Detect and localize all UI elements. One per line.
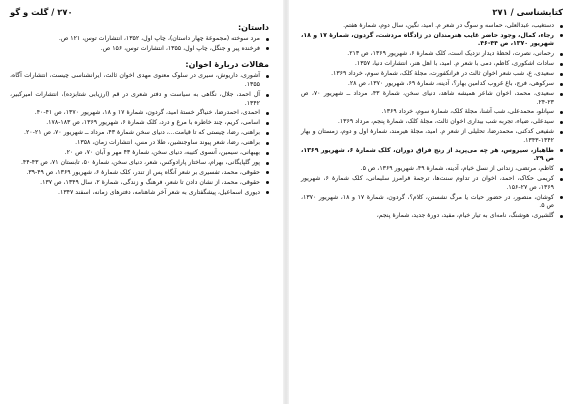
section-title-stories: داستان: (237, 23, 269, 32)
right-page-header: کتابشناسی / ۲۷۱ (492, 7, 563, 17)
list-item: سعیدی، ع، شب شعر اخوان ثالث در فرانکفورت، مجلهٔ کلک، شمارهٔ سوم، خرداد ۱۳۶۹. (301, 70, 563, 79)
bullet-icon (266, 171, 269, 174)
list-item: براهنی، رضا، شعر پیوند ساوجنشین، طلا در مس، انتشارات زمان، ۱۳۵۸. (10, 139, 269, 148)
bullet-icon (560, 83, 563, 86)
list-item: آل احمد، جلال، نگاهی به سیاست و دفتر شعری در قم (ارزیابی شتابزده)، انتشارات امیرکبیر، ۱۳۴۲. (10, 91, 269, 108)
list-item: براهنی، رضا، چیستی که تا قیامت...، دنیای سخن شمارهٔ ۴۳، مرداد ــ شهریور ۷۰، ص ۲۱-۲۰. (10, 129, 269, 138)
left-page (0, 0, 283, 404)
list-item: آشوری، داریوش، سیری در سلوک معنوی مهدی اخوان ثالث، ایرانشناسی چیست، انتشارات آگاه، ۱۳۵۵. (10, 72, 269, 89)
bullet-icon (266, 181, 269, 184)
list-item: سعیدی، محمد، اخوان شاعر همیشه شاهد، دنیای سخن، شمارهٔ ۴۳، مرداد ــ شهریور ۷۰، ص ۲۳-۲۴. (301, 90, 563, 107)
list-item: دیوری اسماعیل، پیشگفتاری به شعر آخر شاهنامه، دفترهای زمانه، اسفند ۱۳۴۷. (10, 189, 269, 198)
list-item: رجاء، کمال، وجود حاضر غایب هنرمندان در زادگاه مردشت، گردون، شمارهٔ ۱۷ و ۱۸، شهریور ۱۳۷۰، ص ۴۴-۴۶. (301, 32, 563, 49)
list-item: طاهباز، سیروس، هر چه می‌پرید از رنج فراق دوران، کلک شمارهٔ ۶، شهریور ۱۳۶۹، ص ۲۹. (301, 147, 563, 164)
list-item: بهبهانی، سیمین، آنسوی کتیبه، دنیای سخن، شمارهٔ ۴۳ مهر و آبان ۷۰، ص ۲۰. (10, 149, 269, 158)
list-item: رحمانی، نصرت، لحظهٔ دیدار نزدیک است، کلک شمارهٔ ۶، شهریور ۱۳۶۹، ص ۲۱۳. (301, 50, 563, 59)
bullet-icon (266, 47, 269, 50)
bullet-icon (266, 75, 269, 78)
bullet-icon (560, 131, 563, 134)
list-item: شفیعی کدکنی، محمدرضا، تحلیلی از شعر م. امید، مجلهٔ هیرمند، شمارهٔ اول و دوم، زمستان و بهار ۱۳۴۲-۱۳۴۳. (301, 128, 563, 145)
list-item: کریمی حکاک، احمد، اخوان در تداوم سنت‌ها، ترجمهٔ فرامرز سلیمانی، کلک شمارهٔ ۶، شهریور ۱۳۶۹، ص ۲۷-۱۵۶. (301, 175, 563, 192)
list-item: دستغیب، عبدالعلی، حماسه و سوگ در شعر م. امید، نگین، سال دوم، شمارهٔ هفتم. (301, 22, 563, 31)
stories-list (10, 35, 269, 53)
bullet-icon (560, 63, 563, 66)
list-item: کوشان، منصور، در حضور حیات یا مرگ نشستن، کلام؟، گردون، شمارهٔ ۱۷ و ۱۸، شهریور ۱۳۷۰، ص ۵. (301, 194, 563, 211)
bullet-icon (266, 112, 269, 115)
bullet-icon (560, 34, 563, 37)
list-item: احمدی، احمدرضا، خنیاگر خستهٔ امید، گردون، شمارهٔ ۱۷ و ۱۸، شهریور ۱۳۷۰، ص ۴۱-۴۰. (10, 109, 269, 118)
right-page (289, 0, 571, 404)
list-item: گلشیری، هوشنگ، نامه‌ای به تیار خیام، مفید، دورهٔ جدید، شمارهٔ پنجم، (301, 212, 563, 221)
bullet-icon (560, 111, 563, 114)
bullet-icon (560, 53, 563, 56)
bullet-icon (266, 38, 269, 41)
list-item: کاظم، مرتضی، زندانی از نسل خیام، آدینه، شمارهٔ ۴۹، شهریور ۱۳۶۹، ص ۵. (301, 165, 563, 174)
section-title-articles: مقالات دربارهٔ اخوان: (185, 60, 269, 70)
bullet-icon (560, 168, 563, 171)
list-item: مرد سوخته (مجموعهٔ چهار داستان)، چاپ اول، ۱۳۵۲، انتشارات توس، ۱۲۱ ص. (10, 35, 269, 44)
bullet-icon (266, 132, 269, 135)
bullet-icon (560, 73, 563, 76)
bullet-icon (560, 196, 563, 199)
list-item: سادات اشکوری، کاظم، دمی با شعر م. امید، با اهل هنر، انتشارات دنیا، ۱۳۵۷. (301, 60, 563, 69)
bibliography-list (301, 22, 563, 221)
left-page-header: ۲۷۰ / گلت و گو (10, 7, 73, 17)
list-item: پور گلپایگانی، بهرام، ساختار پارادوکس، شعر، دنیای سخن، شمارهٔ ۵۰، تابستان ۷۱، ص ۴۳-۴۴. (10, 159, 269, 168)
bullet-icon (560, 121, 563, 124)
bullet-icon (560, 149, 563, 152)
articles-list (10, 72, 269, 197)
bullet-icon (560, 215, 563, 218)
bullet-icon (266, 152, 269, 155)
bullet-icon (266, 142, 269, 145)
bullet-icon (266, 94, 269, 97)
bullet-icon (266, 122, 269, 125)
bullet-icon (560, 93, 563, 96)
list-item: حقوقی، محمد، تفسیری بر شعر آنگاه پس از تندر، کلک شمارهٔ ۶، شهریور ۱۳۶۹، ص ۴۹-۳۹. (10, 169, 269, 178)
list-item: اسامی، کریم، چند خاطره با مرغ و درد، کلک شمارهٔ ۶، شهریور ۱۳۶۹، ص ۱۸۳-۱۷۸. (10, 119, 269, 128)
bullet-icon (560, 25, 563, 28)
bullet-icon (266, 162, 269, 165)
list-item: حقوقی، محمد، از نشان دادن تا شعر، فرهنگ و زندگی، شمارهٔ ۲، سال ۱۳۴۹، ص ۱۳۷. (10, 179, 269, 188)
list-item: سرکوهی، فرج، باغ غروب کدامین بهار؟، آدینه، شمارهٔ ۶۹، شهریور ۱۳۷۰، ص ۲۸. (301, 80, 563, 89)
list-item: سیدعلی، ضیاء، تجربه شب بیداری اخوان ثالث، مجلهٔ کلک، شمارهٔ پنجم، مرداد ۱۳۶۹. (301, 118, 563, 127)
bullet-icon (560, 178, 563, 181)
bullet-icon (266, 191, 269, 194)
list-item: سپانلو، محمدعلی، شب آشنا، مجلهٔ کلک، شمارهٔ سوم، خرداد ۱۳۶۹. (301, 108, 563, 117)
list-item: فرخنده پیر و جنگل، چاپ اول، ۱۳۵۵، انتشارات توس، ۱۵۶ ص. (10, 45, 269, 54)
